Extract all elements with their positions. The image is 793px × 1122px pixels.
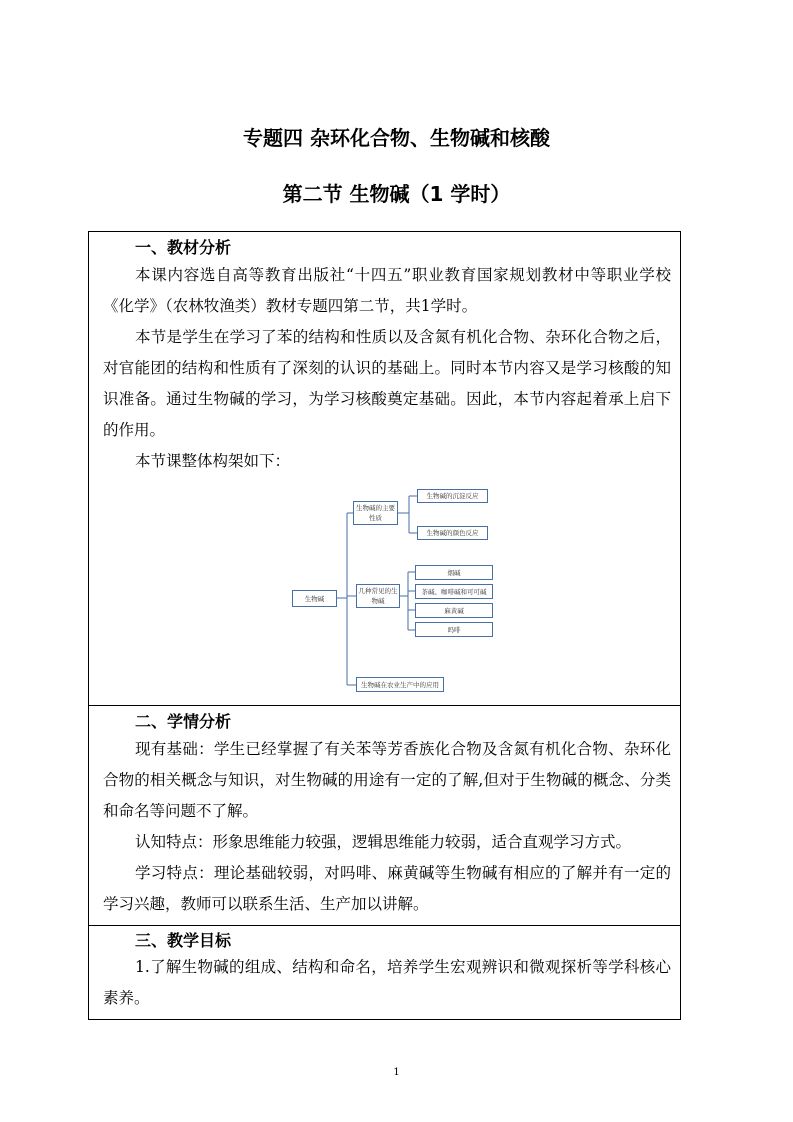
paragraph: 本节是学生在学习了苯的结构和性质以及含氮有机化合物、杂环化合物之后，对官能团的结构和性质有了深刻的认识的基础上。同时本节内容又是学习核酸的知识准备。通过生物碱的学习，为学习核酸奠定基础。因此，本节内容起着承上启下的作用。 — [103, 328, 671, 439]
diagram-leaf: 茶碱、咖啡碱和可可碱 — [415, 584, 493, 599]
section-heading: 三、教学目标 — [135, 931, 232, 950]
paragraph: 学习特点：理论基础较弱，对吗啡、麻黄碱等生物碱有相应的了解并有一定的学习兴趣，教师可以联系生活、生产加以讲解。 — [103, 864, 671, 913]
diagram-node-common-alkaloids: 几种常见的生物碱 — [356, 584, 400, 608]
page-number: 1 — [393, 1067, 400, 1078]
section-title: 第二节 生物碱（1 学时） — [282, 182, 511, 206]
diagram-leaf: 烟碱 — [415, 565, 493, 580]
diagram-leaf: 生物碱的颜色反应 — [417, 526, 488, 540]
section-heading: 一、教材分析 — [135, 238, 232, 257]
diagram-node-properties: 生物碱的主要性质 — [353, 501, 398, 525]
document-title: 专题四 杂环化合物、生物碱和核酸 — [243, 126, 550, 150]
paragraph: 本节课整体构架如下： — [135, 452, 291, 470]
paragraph: 本课内容选自高等教育出版社“十四五”职业教育国家规划教材中等职业学校《化学》（农林牧渔类）教材专题四第二节，共1学时。 — [103, 266, 671, 315]
paragraph: 现有基础：学生已经掌握了有关苯等芳香族化合物及含氮有机化合物、杂环化合物的相关概念与知识，对生物碱的用途有一定的了解,但对于生物碱的概念、分类和命名等问题不了解。 — [103, 740, 671, 820]
paragraph: 认知特点：形象思维能力较强，逻辑思维能力较弱，适合直观学习方式。 — [135, 833, 632, 851]
diagram-node-root: 生物碱 — [292, 590, 337, 607]
section-heading: 二、学情分析 — [135, 712, 232, 731]
diagram-leaf: 生物碱的沉淀反应 — [417, 489, 488, 503]
paragraph: 1.了解生物碱的组成、结构和命名，培养学生宏观辨识和微观探析等学科核心素养。 — [103, 958, 671, 1007]
diagram-node-agriculture: 生物碱在农业生产中的应用 — [356, 677, 444, 692]
diagram-leaf: 吗啡 — [415, 622, 493, 637]
diagram-leaf: 麻黄碱 — [415, 603, 493, 618]
